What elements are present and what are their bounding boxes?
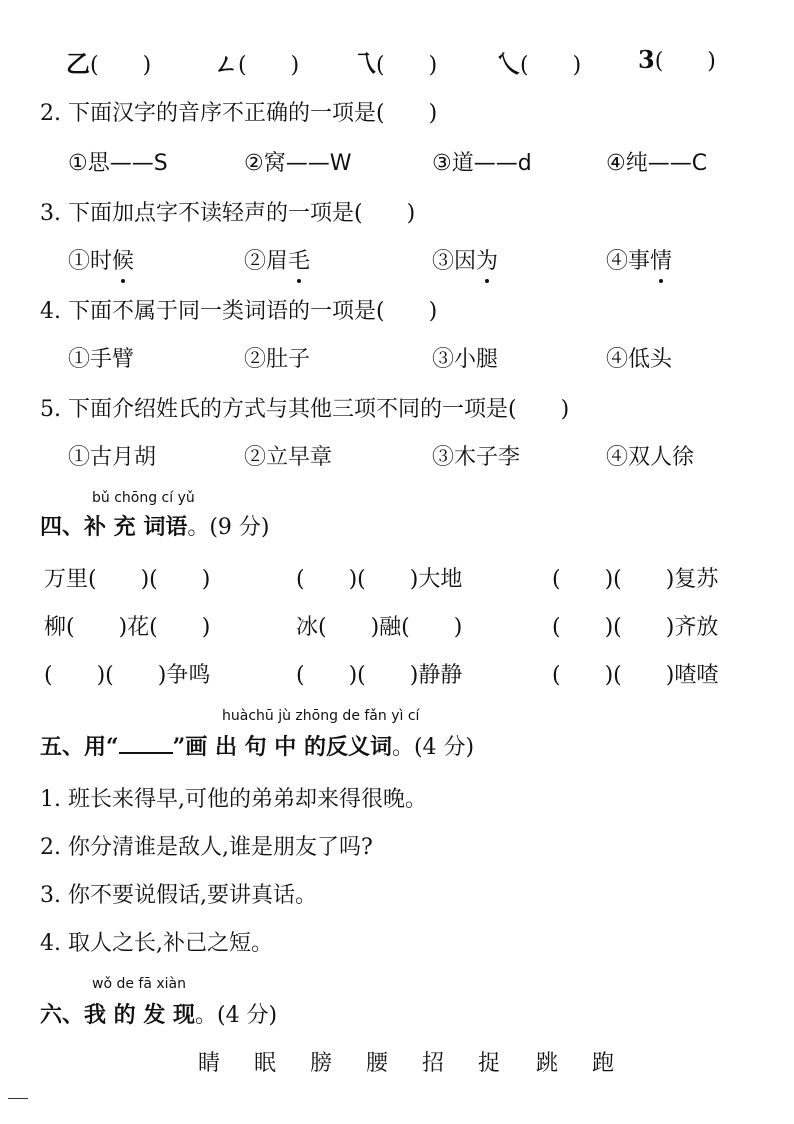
idiom-blank: ( )( )争鸣 [44,663,211,688]
sentence-2: 2. 你分清谁是敌人,谁是朋友了吗? [40,835,373,860]
stroke-item-3 [352,44,437,79]
option-2: ②肚子 [244,347,311,372]
section-5-title-post: ”画 出 句 中 的反义词 [172,734,392,760]
dotted-char: 候 [112,244,134,275]
option-number: ④ [606,249,629,274]
stroke-item-1 [66,44,151,79]
char-8: 跑 [592,1051,615,1076]
option-3: ③小腿 [432,347,499,372]
stroke-item-4 [496,44,581,79]
question-5-prompt: 5. 下面介绍姓氏的方式与其他三项不同的一项是( ) [40,397,570,422]
sentence-3: 3. 你不要说假话,要讲真话。 [40,883,317,908]
stroke-item-5 [638,44,716,75]
stroke-glyph: 乀 [496,49,520,78]
underline-blank [119,738,173,754]
char-3: 膀 [310,1051,333,1076]
option-3: ③道——d [432,151,532,176]
char-7: 跳 [536,1051,559,1076]
idiom-blank: 万里( )( ) [44,567,211,592]
char-6: 捉 [478,1051,501,1076]
section-6-pinyin: wǒ de fā xiàn [92,976,187,992]
option-3: ③木子李 [432,445,521,470]
char-2: 眠 [254,1051,277,1076]
option-1: ①手臂 [68,347,135,372]
answer-paren: ( ) [520,53,582,78]
option-3 [432,244,498,275]
option-char: 因 [454,249,477,274]
section-4-score: 。(9 分) [187,515,270,540]
section-5-heading [40,730,794,761]
section-5-pinyin: huàchū jù zhōng de fǎn yì cí [222,708,420,724]
section-5-score: 。(4 分) [391,735,475,760]
char-1: 睛 [198,1051,221,1076]
dotted-char: 毛 [288,244,310,275]
answer-paren: ( ) [90,53,152,78]
option-1: ①思——S [68,151,168,176]
stroke-glyph: 3 [638,45,655,74]
dotted-char: 为 [476,244,498,275]
answer-paren: ( ) [376,53,438,78]
question-3-prompt: 3. 下面加点字不读轻声的一项是( ) [40,201,416,226]
option-2: ②立早章 [244,445,333,470]
page-edge-mark [8,1098,28,1099]
section-6-score: 。(4 分) [194,1003,278,1028]
idiom-blank: ( )( )大地 [296,567,463,592]
option-2: ②窝——W [244,151,352,176]
option-number: ① [68,249,91,274]
idiom-blank: ( )( )喳喳 [552,663,719,688]
answer-paren: ( ) [654,49,716,74]
dotted-char: 情 [650,244,672,275]
option-char: 眉 [266,249,289,274]
option-4: ④纯——C [606,151,708,176]
stroke-glyph: 乙 [66,49,90,78]
option-1 [68,244,134,275]
question-2-prompt: 2. 下面汉字的音序不正确的一项是( ) [40,101,438,126]
char-4: 腰 [366,1051,389,1076]
idiom-blank: ( )( )齐放 [552,615,719,640]
option-4: ④低头 [606,347,673,372]
idiom-blank: 冰( )融( ) [296,615,463,640]
stroke-item-2 [214,44,299,79]
idiom-blank: ( )( )复苏 [552,567,719,592]
sentence-1: 1. 班长来得早,可他的弟弟却来得很晚。 [40,787,427,812]
sentence-4: 4. 取人之长,补己之短。 [40,931,273,956]
idiom-blank: ( )( )静静 [296,663,463,688]
answer-paren: ( ) [238,53,300,78]
stroke-glyph: 乁 [352,49,376,78]
option-1: ①古月胡 [68,445,157,470]
char-5: 招 [422,1051,445,1076]
option-char: 事 [628,249,651,274]
option-number: ③ [432,249,455,274]
stroke-glyph: ㄥ [214,49,238,78]
section-4-heading [40,510,794,541]
option-4: ④双人徐 [606,445,695,470]
option-4 [606,244,672,275]
section-5-title-pre: 五、用“ [40,734,119,760]
idiom-blank: 柳( )花( ) [44,615,211,640]
section-6-title: 六、我 的 发 现 [40,1002,195,1028]
section-4-title: 四、补 充 词语 [40,514,188,540]
section-6-heading [40,998,794,1029]
option-number: ② [244,249,267,274]
option-2 [244,244,310,275]
question-4-prompt: 4. 下面不属于同一类词语的一项是( ) [40,299,438,324]
option-char: 时 [90,249,113,274]
section-4-pinyin: bǔ chōng cí yǔ [92,490,195,506]
